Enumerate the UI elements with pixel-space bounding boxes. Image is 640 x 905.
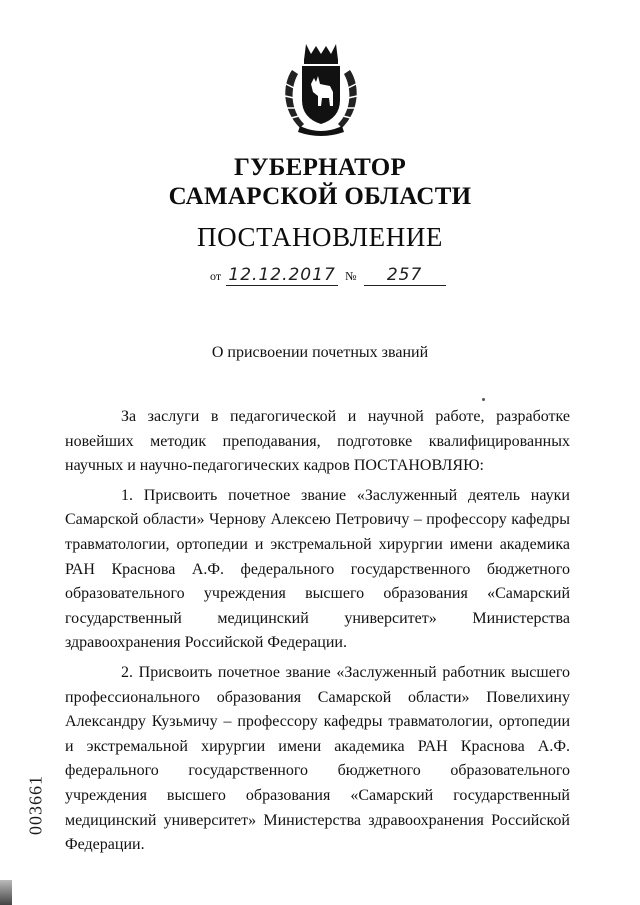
document-type: ПОСТАНОВЛЕНИЕ (196, 222, 444, 252)
decree-item-2: 2. Присвоить почетное звание «Заслуженный работник высшего профессионального образования Самарской области» Повелихину Александру Кузьмичу – профессору кафедры травматологии, ортопедии и экстремальной хирургии имени академика РАН Краснова А.Ф. федерального государственного бюджетного образовательного учреждения высшего образования «Самарский государственный медицинский университет» Министерства здравоохранения Российской Федерации. (65, 663, 570, 854)
issuer-region: САМАРСКОЙ ОБЛАСТИ (168, 183, 472, 210)
scan-edge-mark (0, 880, 12, 905)
scan-speck (482, 398, 485, 401)
date-value: 12.12.2017 (226, 265, 338, 286)
preamble-paragraph: За заслуги в педагогической и научной работе, разработке новейших методик преподавания, подготовке квалифицированных научных и научно-педагогических кадров ПОСТАНОВЛЯЮ: (65, 408, 570, 475)
document-body (65, 405, 570, 863)
number-label: № (345, 269, 357, 283)
decree-item-1: 1. Присвоить почетное звание «Заслуженный деятель науки Самарской области» Чернову Алексею Петровичу – профессору кафедры травматологии, ортопедии и экстремальной хирургии имени академика РАН Краснова А.Ф. федерального государственного бюджетного образовательного учреждения высшего образования «Самарский государственный медицинский университет» Министерства здравоохранения Российской Федерации. (65, 486, 570, 652)
date-label: от (210, 269, 222, 283)
date-number-line (210, 265, 446, 287)
document-subject: О присвоении почетных званий (211, 344, 429, 361)
samara-coat-of-arms-icon (278, 40, 364, 138)
side-registration-number (26, 770, 46, 840)
number-value: 257 (364, 265, 446, 286)
side-number-text: 003661 (25, 775, 46, 835)
issuer-title: ГУБЕРНАТОР (233, 154, 407, 181)
